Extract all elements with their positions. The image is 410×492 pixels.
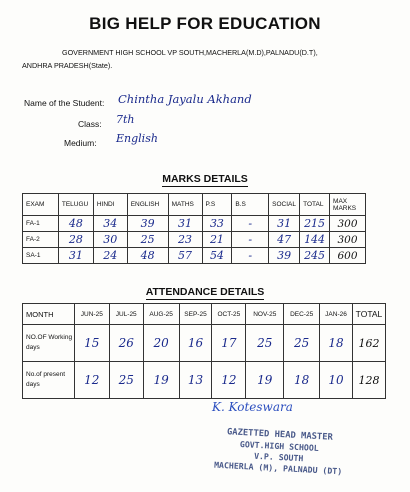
mark-value: 23 bbox=[168, 232, 202, 248]
working-days-value: 25 bbox=[246, 325, 284, 362]
school-line-2: ANDHRA PRADESH(State). bbox=[22, 61, 113, 70]
stamp-line-2: GOVT.HIGH SCHOOL bbox=[239, 438, 319, 454]
mark-value: 31 bbox=[269, 216, 300, 232]
headmaster-signature: K. Koteswara bbox=[212, 400, 293, 414]
mark-value: - bbox=[232, 232, 269, 248]
att-col-month: MONTH bbox=[23, 304, 75, 325]
present-days-value: 25 bbox=[109, 362, 143, 399]
table-row bbox=[23, 362, 386, 399]
present-days-label: No.of present days bbox=[23, 362, 75, 399]
table-row bbox=[23, 325, 386, 362]
mark-value: 57 bbox=[168, 248, 202, 264]
official-stamp bbox=[203, 426, 355, 478]
page-title: BIG HELP FOR EDUCATION bbox=[89, 14, 321, 33]
school-line-1: GOVERNMENT HIGH SCHOOL VP SOUTH,MACHERLA(M.D),PALNADU(D.T), bbox=[62, 48, 318, 57]
marks-col-english: ENGLISH bbox=[127, 194, 168, 216]
max-marks: 600 bbox=[330, 248, 366, 264]
mark-value: 54 bbox=[202, 248, 232, 264]
marks-col-social: SOCIAL bbox=[269, 194, 300, 216]
student-name-label: Name of the Student: bbox=[24, 98, 105, 108]
mark-value: 48 bbox=[58, 216, 93, 232]
att-col-jan: JAN-26 bbox=[320, 304, 353, 325]
mark-value: - bbox=[232, 216, 269, 232]
working-days-value: 16 bbox=[179, 325, 212, 362]
school-address bbox=[22, 46, 394, 72]
att-col-aug: AUG-25 bbox=[143, 304, 179, 325]
attendance-header-row bbox=[23, 304, 386, 325]
att-col-total: TOTAL bbox=[352, 304, 385, 325]
mark-value: 31 bbox=[58, 248, 93, 264]
marks-col-bs: B.S bbox=[232, 194, 269, 216]
marks-table bbox=[22, 193, 366, 264]
att-col-oct: OCT-25 bbox=[212, 304, 246, 325]
working-days-value: 26 bbox=[109, 325, 143, 362]
marks-col-telugu: TELUGU bbox=[58, 194, 93, 216]
mark-value: 21 bbox=[202, 232, 232, 248]
marks-col-ps: P.S bbox=[202, 194, 232, 216]
class-label: Class: bbox=[78, 119, 102, 129]
working-days-value: 15 bbox=[74, 325, 109, 362]
present-days-total: 128 bbox=[352, 362, 385, 399]
mark-value: 33 bbox=[202, 216, 232, 232]
present-days-value: 13 bbox=[179, 362, 212, 399]
table-row bbox=[23, 248, 366, 264]
marks-col-max: MAX MARKS bbox=[330, 194, 366, 216]
mark-value: 34 bbox=[93, 216, 127, 232]
working-days-value: 17 bbox=[212, 325, 246, 362]
att-col-sep: SEP-25 bbox=[179, 304, 212, 325]
present-days-value: 19 bbox=[246, 362, 284, 399]
medium-value: English bbox=[116, 132, 158, 145]
working-days-label: NO.OF Working days bbox=[23, 325, 75, 362]
max-marks: 300 bbox=[330, 216, 366, 232]
working-days-value: 18 bbox=[320, 325, 353, 362]
mark-value: 25 bbox=[127, 232, 168, 248]
student-name-value: Chintha Jayalu Akhand bbox=[118, 92, 252, 106]
stamp-line-1: GAZETTED HEAD MASTER bbox=[226, 427, 334, 443]
working-days-value: 25 bbox=[284, 325, 320, 362]
class-value: 7th bbox=[116, 113, 135, 126]
max-marks: 300 bbox=[330, 232, 366, 248]
att-col-dec: DEC-25 bbox=[284, 304, 320, 325]
marks-header-row bbox=[23, 194, 366, 216]
marks-col-exam: EXAM bbox=[23, 194, 59, 216]
attendance-section-title: ATTENDANCE DETAILS bbox=[145, 286, 265, 298]
present-days-value: 19 bbox=[143, 362, 179, 399]
exam-name: SA-1 bbox=[23, 248, 59, 264]
present-days-value: 10 bbox=[320, 362, 353, 399]
marks-section-title: MARKS DETAILS bbox=[162, 173, 248, 185]
mark-value: 28 bbox=[58, 232, 93, 248]
att-col-jul: JUL-25 bbox=[109, 304, 143, 325]
stamp-line-3: V.P. SOUTH bbox=[253, 450, 304, 464]
table-row bbox=[23, 216, 366, 232]
present-days-value: 12 bbox=[212, 362, 246, 399]
mark-value: 31 bbox=[168, 216, 202, 232]
mark-value: 39 bbox=[127, 216, 168, 232]
mark-value: 24 bbox=[93, 248, 127, 264]
present-days-value: 12 bbox=[74, 362, 109, 399]
mark-value: - bbox=[232, 248, 269, 264]
att-col-nov: NOV-25 bbox=[246, 304, 284, 325]
exam-name: FA-1 bbox=[23, 216, 59, 232]
mark-total: 144 bbox=[300, 232, 330, 248]
mark-total: 215 bbox=[300, 216, 330, 232]
working-days-value: 20 bbox=[143, 325, 179, 362]
working-days-total: 162 bbox=[352, 325, 385, 362]
marks-col-total: TOTAL bbox=[300, 194, 330, 216]
att-col-jun: JUN-25 bbox=[74, 304, 109, 325]
mark-value: 39 bbox=[269, 248, 300, 264]
stamp-line-4: MACHERLA (M), PALNADU (DT) bbox=[213, 459, 343, 477]
mark-value: 48 bbox=[127, 248, 168, 264]
table-row bbox=[23, 232, 366, 248]
mark-value: 30 bbox=[93, 232, 127, 248]
mark-total: 245 bbox=[300, 248, 330, 264]
marks-col-hindi: HINDI bbox=[93, 194, 127, 216]
mark-value: 47 bbox=[269, 232, 300, 248]
attendance-table bbox=[22, 303, 386, 399]
marks-col-maths: MATHS bbox=[168, 194, 202, 216]
present-days-value: 18 bbox=[284, 362, 320, 399]
exam-name: FA-2 bbox=[23, 232, 59, 248]
medium-label: Medium: bbox=[64, 138, 97, 148]
